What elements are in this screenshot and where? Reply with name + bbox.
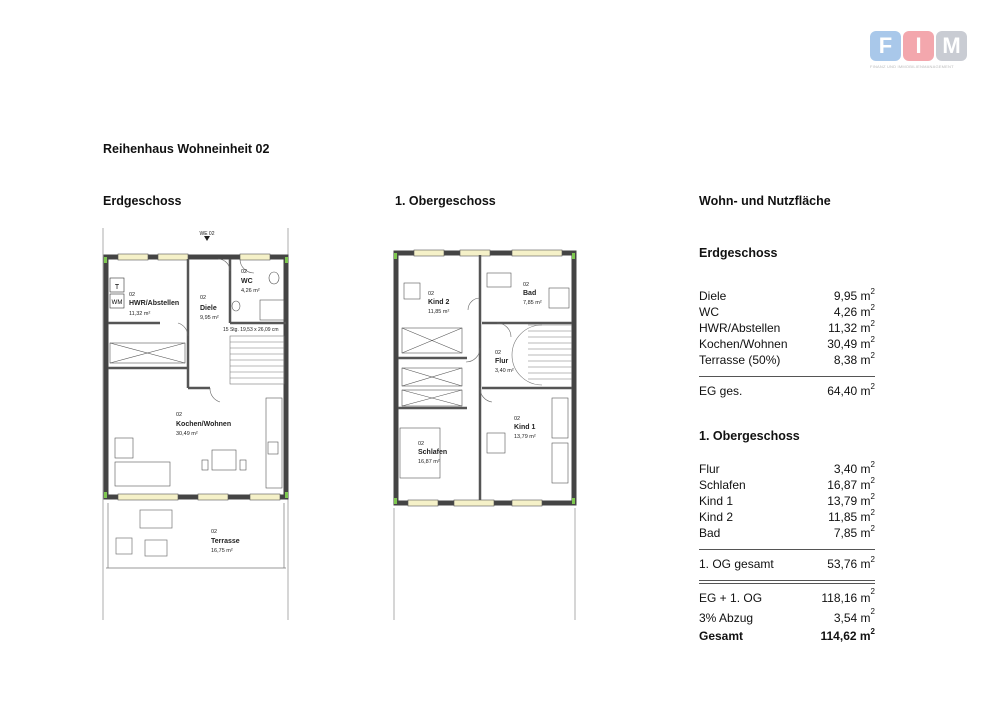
- og-row-kind1: [699, 493, 875, 509]
- og-room-no-kind1: 02: [514, 416, 521, 422]
- eg-row-value: 30,49 m: [827, 337, 871, 351]
- og-room-area-kind2: 11,85 m²: [428, 309, 450, 315]
- og-total-value: 53,76 m: [827, 557, 871, 571]
- divider: [699, 376, 875, 377]
- entrance-label: WE 02: [199, 231, 215, 237]
- grand-total-value: 114,62 m: [820, 629, 871, 643]
- og-room-name-kind1: Kind 1: [514, 424, 536, 431]
- og-room-name-kind2: Kind 2: [428, 299, 450, 306]
- eg-heading: Erdgeschoss: [699, 246, 778, 260]
- eg-row-label: Diele: [699, 289, 727, 303]
- unit-exp: 2: [870, 460, 875, 469]
- sum-value: 118,16 m: [821, 591, 871, 605]
- og-row-label: Bad: [699, 526, 721, 540]
- og-room-area-flur: 3,40 m²: [495, 368, 514, 374]
- heading-obergeschoss: 1. Obergeschoss: [395, 194, 496, 208]
- eg-row-kochen: [699, 336, 875, 352]
- deduction-value: 3,54 m: [833, 611, 871, 625]
- og-room-area-bad: 7,85 m²: [523, 300, 542, 306]
- og-total-row: [699, 556, 875, 572]
- unit-exp: 2: [870, 587, 875, 596]
- room-area-kochen: 30,49 m²: [176, 431, 198, 437]
- eg-row-wc: [699, 304, 875, 320]
- og-heading: 1. Obergeschoss: [699, 429, 800, 443]
- og-row-label: Kind 1: [699, 494, 734, 508]
- stairs-label: 15 Stg. 19,53 x 26,09 cm: [223, 327, 279, 333]
- og-total-label: 1. OG gesamt: [699, 557, 774, 571]
- fim-logo: [870, 31, 970, 71]
- og-room-name-schlafen: Schlafen: [418, 449, 448, 456]
- double-divider: [699, 580, 875, 584]
- floor-plan-erdgeschoss: [100, 228, 295, 628]
- eg-row-diele: [699, 288, 875, 304]
- grand-total-label: Gesamt: [699, 629, 744, 643]
- divider: [699, 549, 875, 550]
- og-room-no-bad: 02: [523, 282, 530, 288]
- og-room-no-schlafen: 02: [418, 441, 425, 447]
- eg-row-label: Kochen/Wohnen: [699, 337, 788, 351]
- eg-row-value: 9,95 m: [833, 289, 871, 303]
- unit-exp: 2: [870, 476, 875, 485]
- room-name-hwr: HWR/Abstellen: [129, 300, 180, 307]
- og-room-name-flur: Flur: [495, 358, 509, 365]
- unit-exp: 2: [870, 382, 875, 391]
- og-row-label: Flur: [699, 462, 720, 476]
- room-no-diele: 02: [200, 295, 207, 301]
- unit-exp: 2: [870, 351, 875, 360]
- dryer-symbol: T: [114, 284, 120, 291]
- og-row-label: Schlafen: [699, 478, 746, 492]
- room-area-terrasse: 16,75 m²: [211, 548, 233, 554]
- deduction-label: 3% Abzug: [699, 611, 754, 625]
- og-row-kind2: [699, 509, 875, 525]
- deduction-row: [699, 608, 875, 628]
- eg-total-label: EG ges.: [699, 384, 743, 398]
- heading-wohnflaeche: Wohn- und Nutzfläche: [699, 194, 831, 208]
- og-room-no-kind2: 02: [428, 291, 435, 297]
- eg-row-hwr: [699, 320, 875, 336]
- unit-exp: 2: [870, 524, 875, 533]
- og-row-value: 13,79 m: [827, 494, 871, 508]
- document-title: Reihenhaus Wohneinheit 02: [103, 142, 270, 156]
- unit-exp: 2: [870, 492, 875, 501]
- unit-exp: 2: [870, 508, 875, 517]
- room-no-hwr: 02: [129, 292, 136, 298]
- logo-letter-m: M: [936, 31, 967, 61]
- eg-row-value: 8,38 m: [833, 353, 871, 367]
- room-no-wc: 02: [241, 269, 248, 275]
- room-no-kochen: 02: [176, 412, 183, 418]
- eg-row-label: WC: [699, 305, 719, 319]
- heading-erdgeschoss: Erdgeschoss: [103, 194, 182, 208]
- og-row-value: 16,87 m: [827, 478, 871, 492]
- eg-total-row: [699, 383, 875, 399]
- unit-exp: 2: [870, 607, 875, 616]
- unit-exp: 2: [870, 319, 875, 328]
- logo-letter-i: I: [903, 31, 934, 61]
- sum-row: [699, 588, 875, 608]
- unit-exp: 2: [870, 555, 875, 564]
- eg-row-value: 4,26 m: [833, 305, 871, 319]
- unit-exp: 2: [870, 335, 875, 344]
- unit-exp: 2: [870, 627, 875, 636]
- unit-exp: 2: [870, 303, 875, 312]
- og-row-schlafen: [699, 477, 875, 493]
- washer-symbol: WM: [111, 300, 123, 306]
- floor-plan-obergeschoss: [392, 228, 582, 628]
- unit-exp: 2: [870, 287, 875, 296]
- logo-letter-f: F: [870, 31, 901, 61]
- og-room-area-schlafen: 16,87 m²: [418, 459, 440, 465]
- grand-total-row: [699, 628, 875, 644]
- og-row-bad: [699, 525, 875, 541]
- room-area-hwr: 11,32 m²: [129, 311, 151, 317]
- og-room-name-bad: Bad: [523, 290, 537, 297]
- eg-row-label: HWR/Abstellen: [699, 321, 781, 335]
- eg-row-value: 11,32 m: [828, 321, 871, 335]
- eg-total-value: 64,40 m: [827, 384, 871, 398]
- og-row-value: 3,40 m: [833, 462, 871, 476]
- og-row-value: 11,85 m: [828, 510, 871, 524]
- og-room-no-flur: 02: [495, 350, 502, 356]
- room-no-terrasse: 02: [211, 529, 218, 535]
- room-name-diele: Diele: [200, 305, 217, 312]
- og-room-area-kind1: 13,79 m²: [514, 434, 536, 440]
- room-name-terrasse: Terrasse: [211, 538, 240, 545]
- eg-row-terrasse: [699, 352, 875, 368]
- room-area-wc: 4,26 m²: [241, 288, 260, 294]
- og-row-label: Kind 2: [699, 510, 734, 524]
- sum-label: EG + 1. OG: [699, 591, 763, 605]
- room-area-diele: 9,95 m²: [200, 315, 219, 321]
- og-row-value: 7,85 m: [833, 526, 871, 540]
- room-name-kochen: Kochen/Wohnen: [176, 421, 232, 428]
- room-name-wc: WC: [241, 278, 253, 285]
- logo-tagline: FINANZ UND IMMOBILIENMANAGEMENT: [870, 64, 954, 69]
- eg-row-label: Terrasse (50%): [699, 353, 781, 367]
- og-row-flur: [699, 461, 875, 477]
- area-table: [699, 246, 875, 644]
